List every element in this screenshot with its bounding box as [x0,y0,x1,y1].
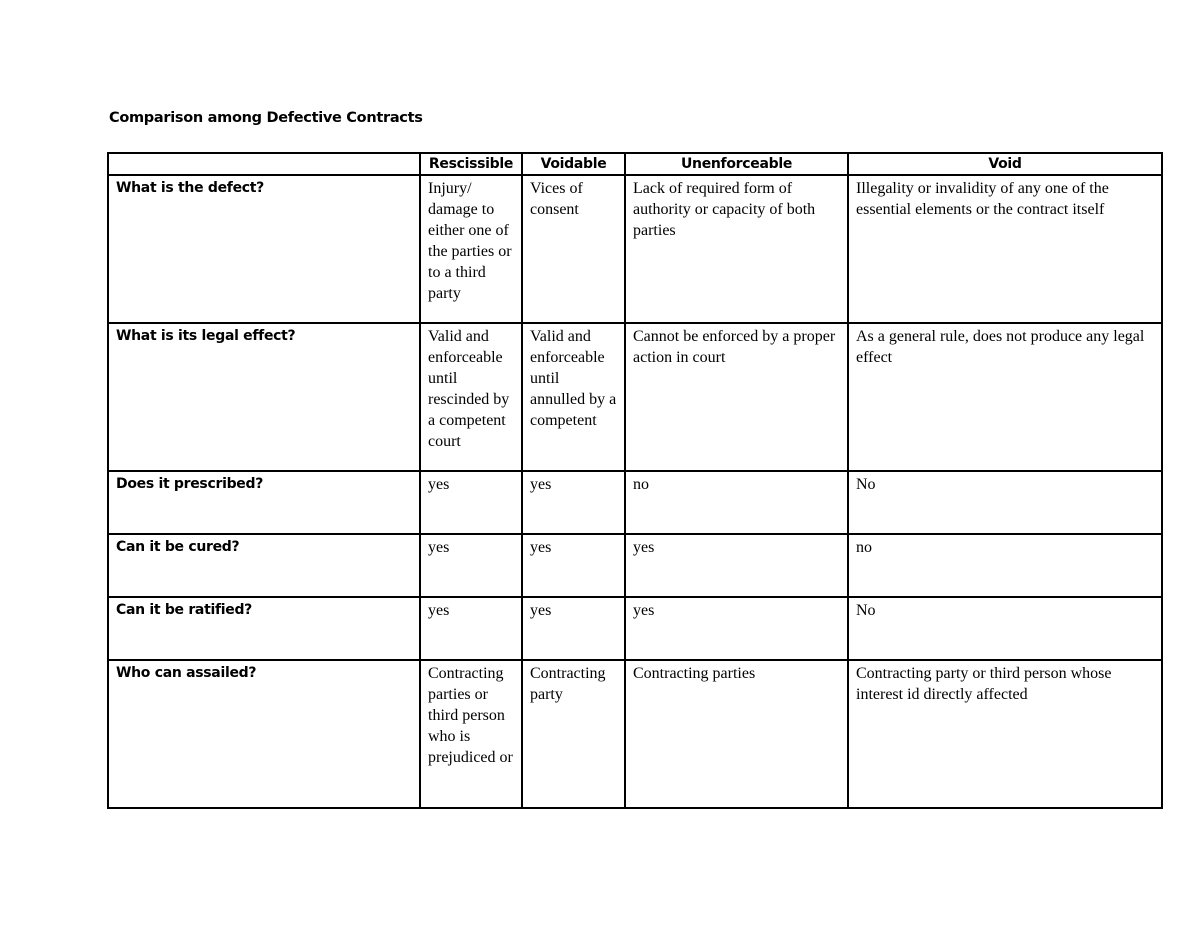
row-question: What is the defect? [108,175,420,323]
cell-void: No [848,597,1162,660]
cell-void: No [848,471,1162,534]
cell-rescissible: Valid and enforceable until rescinded by a competent court [420,323,522,471]
cell-unenforceable: no [625,471,848,534]
cell-voidable: Valid and enforceable until annulled by a competent [522,323,625,471]
cell-unenforceable: Contracting parties [625,660,848,808]
cell-unenforceable: Cannot be enforced by a proper action in court [625,323,848,471]
header-cell-voidable: Voidable [522,153,625,175]
table-row [108,323,1162,471]
cell-voidable: Vices of consent [522,175,625,323]
cell-rescissible: yes [420,597,522,660]
cell-voidable: yes [522,597,625,660]
cell-void: Contracting party or third person whose interest id directly affected [848,660,1162,808]
header-cell-blank [108,153,420,175]
row-question: Can it be cured? [108,534,420,597]
document-title: Comparison among Defective Contracts [109,110,423,126]
cell-rescissible: yes [420,534,522,597]
row-question: Can it be ratified? [108,597,420,660]
cell-rescissible: Injury/ damage to either one of the parties or to a third party [420,175,522,323]
cell-void: Illegality or invalidity of any one of the essential elements or the contract itself [848,175,1162,323]
row-question: Does it prescribed? [108,471,420,534]
header-cell-unenforceable: Unenforceable [625,153,848,175]
table-row [108,534,1162,597]
row-question: What is its legal effect? [108,323,420,471]
table-row [108,175,1162,323]
cell-void: As a general rule, does not produce any legal effect [848,323,1162,471]
cell-void: no [848,534,1162,597]
cell-voidable: yes [522,534,625,597]
header-cell-rescissible: Rescissible [420,153,522,175]
cell-unenforceable: Lack of required form of authority or capacity of both parties [625,175,848,323]
cell-voidable: Contracting party [522,660,625,808]
cell-rescissible: Contracting parties or third person who is prejudiced or [420,660,522,808]
table-row [108,597,1162,660]
table-row [108,471,1162,534]
cell-unenforceable: yes [625,534,848,597]
cell-unenforceable: yes [625,597,848,660]
comparison-table [107,152,1163,809]
table-row [108,660,1162,808]
cell-rescissible: yes [420,471,522,534]
row-question: Who can assailed? [108,660,420,808]
header-cell-void: Void [848,153,1162,175]
header-row [108,153,1162,175]
cell-voidable: yes [522,471,625,534]
